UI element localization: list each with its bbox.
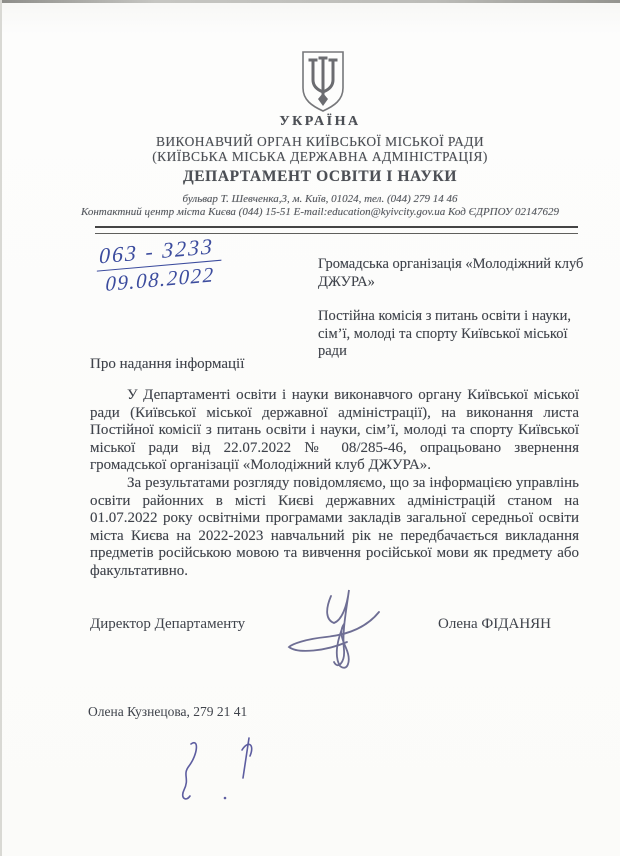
- signer-name: Олена ФІДАНЯН: [438, 616, 551, 632]
- contact-phone-email-line: Контактний центр міста Києва (044) 15-51 E-mail:education@kyivcity.gov.ua Код ЄДРПОУ 02147629: [80, 206, 560, 218]
- ukraine-trident-icon: [299, 50, 347, 119]
- body-paragraph-2: За результатами розгляду повідомляємо, що за інформацією управлінь освіти районних в місті Києві державних адміністрацій станом на 01.07.2022 року освітніми програмами закладів загальної середньої освіти міста Києва на 2022-2023 навчальний рік не передбачається викладання предметів російською мовою та вивчення російської мови як предмету або факультативно.: [90, 474, 579, 579]
- country-title: УКРАЇНА: [279, 114, 361, 129]
- scan-artifact-left-edge: [0, 0, 2, 856]
- org-line-2: (КИЇВСЬКА МІСЬКА ДЕРЖАВНА АДМІНІСТРАЦІЯ): [152, 149, 488, 164]
- body-paragraph-1: У Департаменті освіти і науки виконавчого органу Київської міської ради (Київської міської державної адміністрації), на виконання листа Постійної комісії з питань освіти і науки, сім’ї, молоді та спорту Київської міської ради від 22.07.2022 № 08/285-46, опрацьовано звернення громадської організації «Молодіжний клуб ДЖУРА».: [90, 387, 579, 474]
- director-signature-stroke: [284, 584, 390, 675]
- letter-body: [90, 387, 579, 581]
- signer-title: Директор Департаменту: [90, 616, 246, 632]
- handwritten-ref-date: 09.08.2022: [105, 262, 215, 296]
- recipient-commission: Постійна комісія з питань освіти і науки, сім’ї, молоді та спорту Київської міської ради: [318, 308, 571, 359]
- recipient-organization: Громадська організація «Молодіжний клуб ДЖУРА»: [318, 256, 584, 290]
- department-title: ДЕПАРТАМЕНТ ОСВІТИ І НАУКИ: [182, 168, 458, 185]
- letter-subject: Про надання інформації: [90, 356, 245, 372]
- contact-address-line: бульвар Т. Шевченка,3, м. Київ, 01024, тел. (044) 279 14 46: [182, 193, 458, 205]
- header-divider-rule: [95, 226, 578, 234]
- recipient-block: [318, 256, 588, 378]
- executor-contact: Олена Кузнецова, 279 21 41: [88, 704, 248, 719]
- handwritten-ref-number: 063 - 3233: [97, 233, 222, 272]
- handwritten-initials-marks: [163, 736, 293, 819]
- org-line-1: ВИКОНАВЧИЙ ОРГАН КИЇВСЬКОЇ МІСЬКОЇ РАДИ: [155, 134, 485, 149]
- handwritten-ref-block: [96, 233, 226, 298]
- scan-artifact-top-edge: [0, 0, 620, 3]
